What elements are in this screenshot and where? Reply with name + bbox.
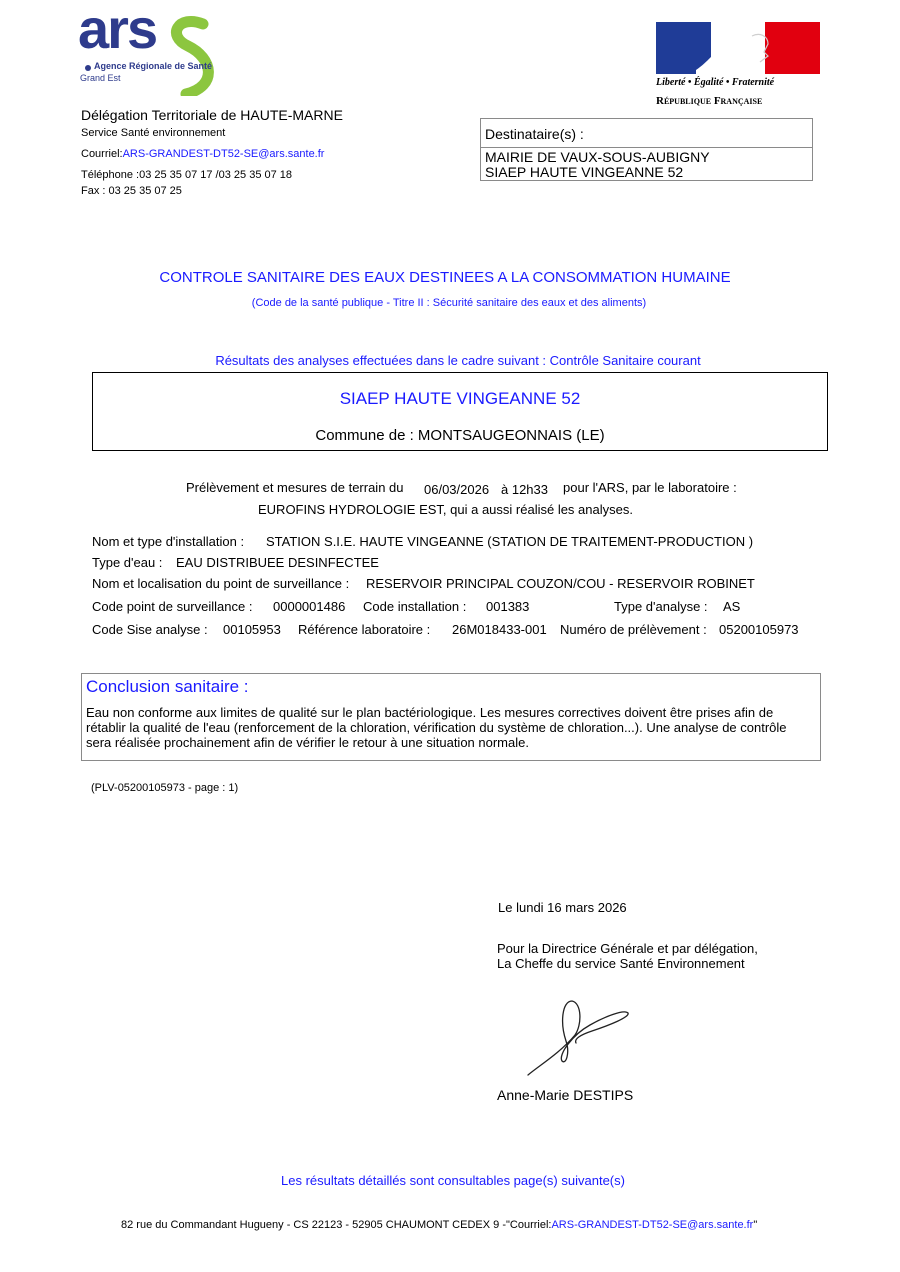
recipients-box [480,118,813,181]
analysis-type-label: Type d'analyse : [614,599,708,614]
footer-address [121,1219,757,1231]
installation-label: Nom et type d'installation : [92,534,245,549]
lab-ref-label: Référence laboratoire : [298,622,431,637]
footer-email-link[interactable]: ARS-GRANDEST-DT52-SE@ars.sante.fr [551,1219,754,1231]
contact-email-label: Courriel: [81,148,123,160]
conclusion-box [81,673,821,761]
republic-motto: Liberté • Égalité • Fraternité [656,77,775,88]
detail-notice: Les résultats détaillés sont consultables page(s) suivante(s) [281,1173,625,1188]
analysis-context: Résultats des analyses effectuées dans le cadre suivant : Contrôle Sanitaire courant [215,353,701,368]
installation-value: STATION S.I.E. HAUTE VINGEANNE (STATION DE TRAITEMENT-PRODUCTION ) [266,534,754,549]
conclusion-line-3: sera réalisée prochainement afin de vérifier le retour à une situation normale. [86,735,529,750]
signature-line-1: Pour la Directrice Générale et par délégation, [497,941,758,956]
installation-code-value: 001383 [486,599,530,614]
signatory-name: Anne-Marie DESTIPS [497,1087,634,1103]
ars-logo-region: Grand Est [80,73,121,83]
contact-email [81,148,324,160]
page-title: CONTROLE SANITAIRE DES EAUX DESTINEES A LA CONSOMMATION HUMAINE [159,269,731,286]
footer-address-text: 82 rue du Commandant Hugueny - CS 22123 - 52905 CHAUMONT CEDEX 9 -"Courriel: [121,1219,552,1231]
point-code-label: Code point de surveillance : [92,599,253,614]
sampling-time: à 12h33 [501,482,548,497]
sise-label: Code Sise analyse : [92,622,208,637]
recipients-label: Destinataire(s) : [485,126,584,142]
conclusion-line-2: rétablir la qualité de l'eau (renforcement de la chloration, vérification du système de chloration...). Une analyse de contrôle [86,720,787,735]
signature-line-2: La Cheffe du service Santé Environnement [497,956,745,971]
signature-date-prefix: Le [498,900,513,915]
contact-fax: Fax : 03 25 35 07 25 [81,185,182,197]
delegation-title: Délégation Territoriale de HAUTE-MARNE [81,107,343,123]
network-commune: Commune de : MONTSAUGEONNAIS (LE) [315,427,605,444]
contact-email-link[interactable]: ARS-GRANDEST-DT52-SE@ars.sante.fr [122,148,325,160]
ars-logo-subtitle: Agence Régionale de Santé [94,61,213,71]
water-type-value: EAU DISTRIBUEE DESINFECTEE [176,555,379,570]
point-code-value: 0000001486 [273,599,346,614]
network-box [92,372,828,451]
sample-number-label: Numéro de prélèvement : [560,622,707,637]
page-subtitle: (Code de la santé publique - Titre II : Sécurité sanitaire des eaux et des aliments) [251,297,647,309]
lab-ref-value: 26M018433-001 [452,622,547,637]
ars-logo-text: ars [78,0,157,60]
handwritten-signature-icon [520,995,640,1080]
conclusion-title: Conclusion sanitaire : [86,677,249,696]
analysis-type-value: AS [723,599,741,614]
contact-telephone: Téléphone :03 25 35 07 17 /03 25 35 07 18 [81,169,293,181]
recipient-2: SIAEP HAUTE VINGEANNE 52 [485,164,684,180]
ars-logo [78,0,228,96]
sampling-laboratory: EUROFINS HYDROLOGIE EST, qui a aussi réalisé les analyses. [258,502,633,517]
network-name: SIAEP HAUTE VINGEANNE 52 [339,389,581,408]
republic-name: République Française [656,95,763,107]
sise-value: 00105953 [223,622,281,637]
service-name: Service Santé environnement [81,127,226,139]
signature-date-value: lundi 16 mars 2026 [516,900,627,915]
marianne-flag-icon [656,22,820,74]
signature-date [498,900,627,915]
marianne-logo [656,22,822,112]
sampling-suffix: pour l'ARS, par le laboratoire : [563,480,737,495]
conclusion-line-1: Eau non conforme aux limites de qualité sur le plan bactériologique. Les mesures correctives doivent être prises afin de [86,705,774,720]
sample-number-value: 05200105973 [719,622,799,637]
water-type-label: Type d'eau : [92,555,163,570]
sampling-date: 06/03/2026 [424,482,490,497]
recipient-1: MAIRIE DE VAUX-SOUS-AUBIGNY [485,149,710,165]
footer-close-quote: " [753,1219,758,1231]
point-label: Nom et localisation du point de surveillance : [92,576,350,591]
installation-code-label: Code installation : [363,599,467,614]
page-reference: (PLV-05200105973 - page : 1) [91,782,239,794]
point-value: RESERVOIR PRINCIPAL COUZON/COU - RESERVOIR ROBINET [366,576,755,591]
sampling-prefix: Prélèvement et mesures de terrain du [186,480,404,495]
